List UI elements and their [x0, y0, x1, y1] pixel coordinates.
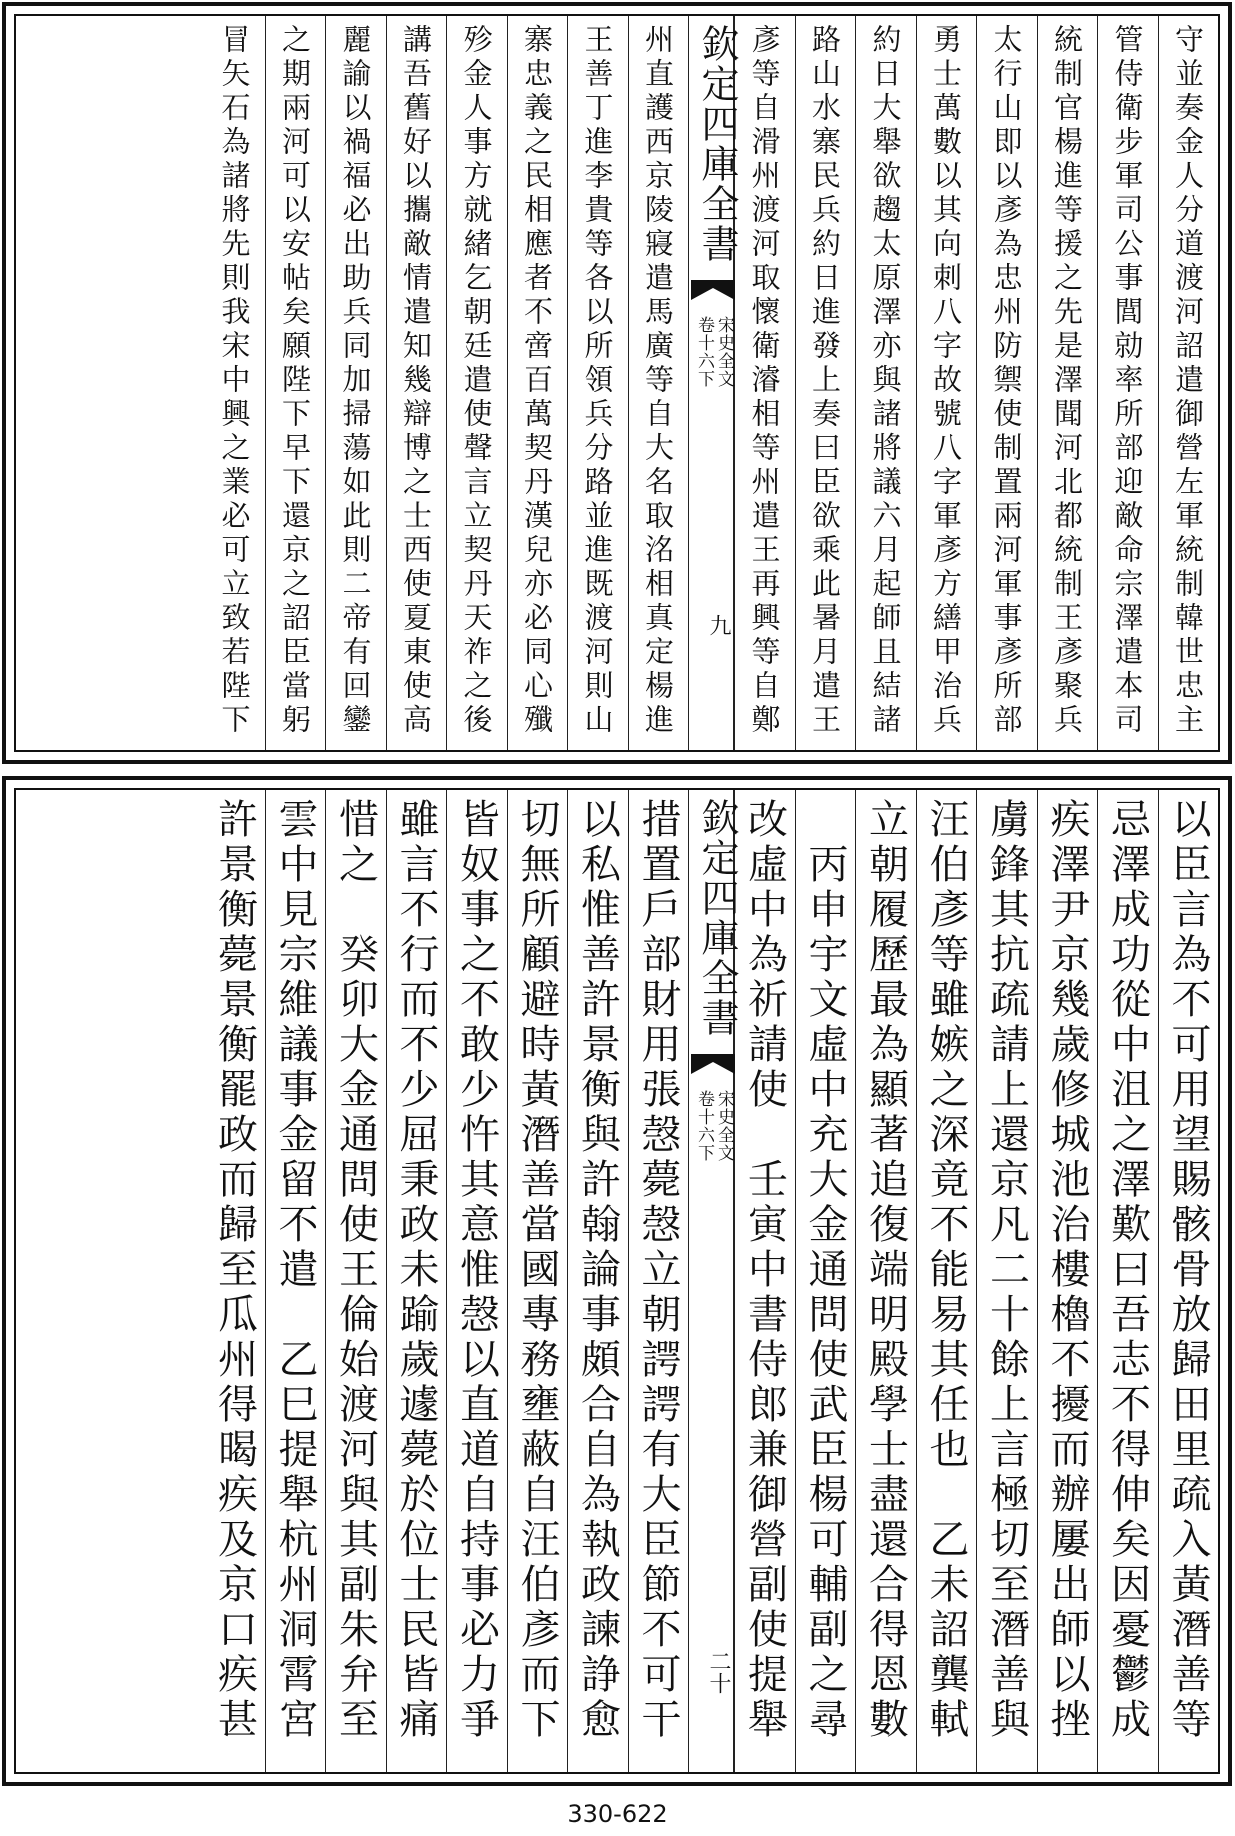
text-column: 寨忠義之民相應者不啻百萬契丹漢兒亦必同心殲: [507, 16, 568, 750]
text-column: 雖言不行而不少屈秉政未踰歲遽薨於位士民皆痛: [386, 790, 447, 1772]
text-column: 講吾舊好以攜敵情遣知幾辯博之士西使夏東使高: [386, 16, 447, 750]
text-column: 管侍衛步軍司公事閭勍率所部迎敵命宗澤遣本司: [1097, 16, 1158, 750]
text-column: 冒矢石為諸將先則我宋中興之業必可立致若陛下: [217, 24, 252, 738]
text-column: 守並奏金人分道渡河詔遣御營左軍統制韓世忠主: [1158, 16, 1219, 750]
page-frame: [14, 14, 1220, 752]
volume-info: 宋史全文: [714, 316, 734, 388]
text-column: 虜鋒其抗疏請上還京凡二十餘上言極切至潛善與: [976, 790, 1037, 1772]
text-column: 統制官楊進等援之先是澤聞河北都統制王彥聚兵: [1037, 16, 1098, 750]
fishtail-mark-icon: [691, 278, 735, 308]
text-column: 忌澤成功從中沮之澤歎曰吾志不得伸矣因憂鬱成: [1097, 790, 1158, 1772]
page-top: [2, 2, 1232, 764]
volume-info: 卷十六下: [694, 1090, 714, 1162]
page-number: 九: [706, 614, 731, 636]
text-column: 疾澤尹京幾歲修城池治樓櫓不擾而辦屢出師以挫: [1037, 790, 1098, 1772]
book-title: 欽定四庫全書: [695, 24, 739, 264]
book-title: 欽定四庫全書: [695, 798, 739, 1038]
text-column: 惜之 癸卯大金通問使王倫始渡河與其副朱弁至: [325, 790, 386, 1772]
text-column: 以臣言為不可用望賜骸骨放歸田里疏入黃潛善等: [1158, 790, 1219, 1772]
text-column: 以私惟善許景衡與許翰論事頗合自為執政諫諍愈: [567, 790, 628, 1772]
text-column: 許景衡薨景衡罷政而歸至瓜州得暍疾及京口疾甚: [211, 798, 258, 1743]
text-column: 雲中見宗維議事金留不遣 乙巳提舉杭州洞霄宮: [265, 790, 326, 1772]
page-bottom: [2, 776, 1232, 1786]
footer-code: 330-622: [567, 1800, 668, 1828]
text-column: 約日大舉欲趨太原澤亦與諸將議六月起師且結諸: [855, 16, 916, 750]
page-frame: [14, 788, 1220, 1774]
center-fold-column: [688, 16, 739, 750]
text-column: 立朝履歷最為顯著追復端明殿學士盡還合得恩數: [855, 790, 916, 1772]
text-column: 太行山即以彥為忠州防禦使制置兩河軍事彥所部: [976, 16, 1037, 750]
text-column: 麗諭以禍福必出助兵同加掃蕩如此則二帝有回鑾: [325, 16, 386, 750]
text-column: 之期兩河可以安帖矣願陛下早下還京之詔臣當躬: [265, 16, 326, 750]
text-column: 皆奴事之不敢少忤其意惟愨以直道自持事必力爭: [446, 790, 507, 1772]
text-column: 措置戶部財用張愨薨愨立朝諤諤有大臣節不可干: [628, 790, 689, 1772]
text-column: 王善丁進李貴等各以所領兵分路並進既渡河則山: [567, 16, 628, 750]
text-column: 丙申宇文虛中充大金通問使武臣楊可輔副之尋: [795, 790, 856, 1772]
center-fold-column: [688, 790, 739, 1772]
text-column: 殄金人事方就緒乞朝廷遣使聲言立契丹天祚之後: [446, 16, 507, 750]
text-column: 彥等自滑州渡河取懷衛濬相等州遣王再興等自鄭: [734, 16, 795, 750]
text-column: 汪伯彥等雖嫉之深竟不能易其任也 乙未詔龔軾: [916, 790, 977, 1772]
text-column: 切無所顧避時黃潛善當國專務壅蔽自汪伯彥而下: [507, 790, 568, 1772]
text-column: 州直護西京陵寢遣馬廣等自大名取洺相真定楊進: [628, 16, 689, 750]
page-number: 二十: [706, 1650, 731, 1694]
text-column: 勇士萬數以其向刺八字故號八字軍彥方繕甲治兵: [916, 16, 977, 750]
volume-info: 宋史全文: [714, 1090, 734, 1162]
text-column: 路山水寨民兵約日進發上奏曰臣欲乘此暑月遣王: [795, 16, 856, 750]
volume-info: 卷十六下: [694, 316, 714, 388]
fishtail-mark-icon: [691, 1052, 735, 1082]
text-column: 改虛中為祈請使 壬寅中書侍郎兼御營副使提舉: [734, 790, 795, 1772]
